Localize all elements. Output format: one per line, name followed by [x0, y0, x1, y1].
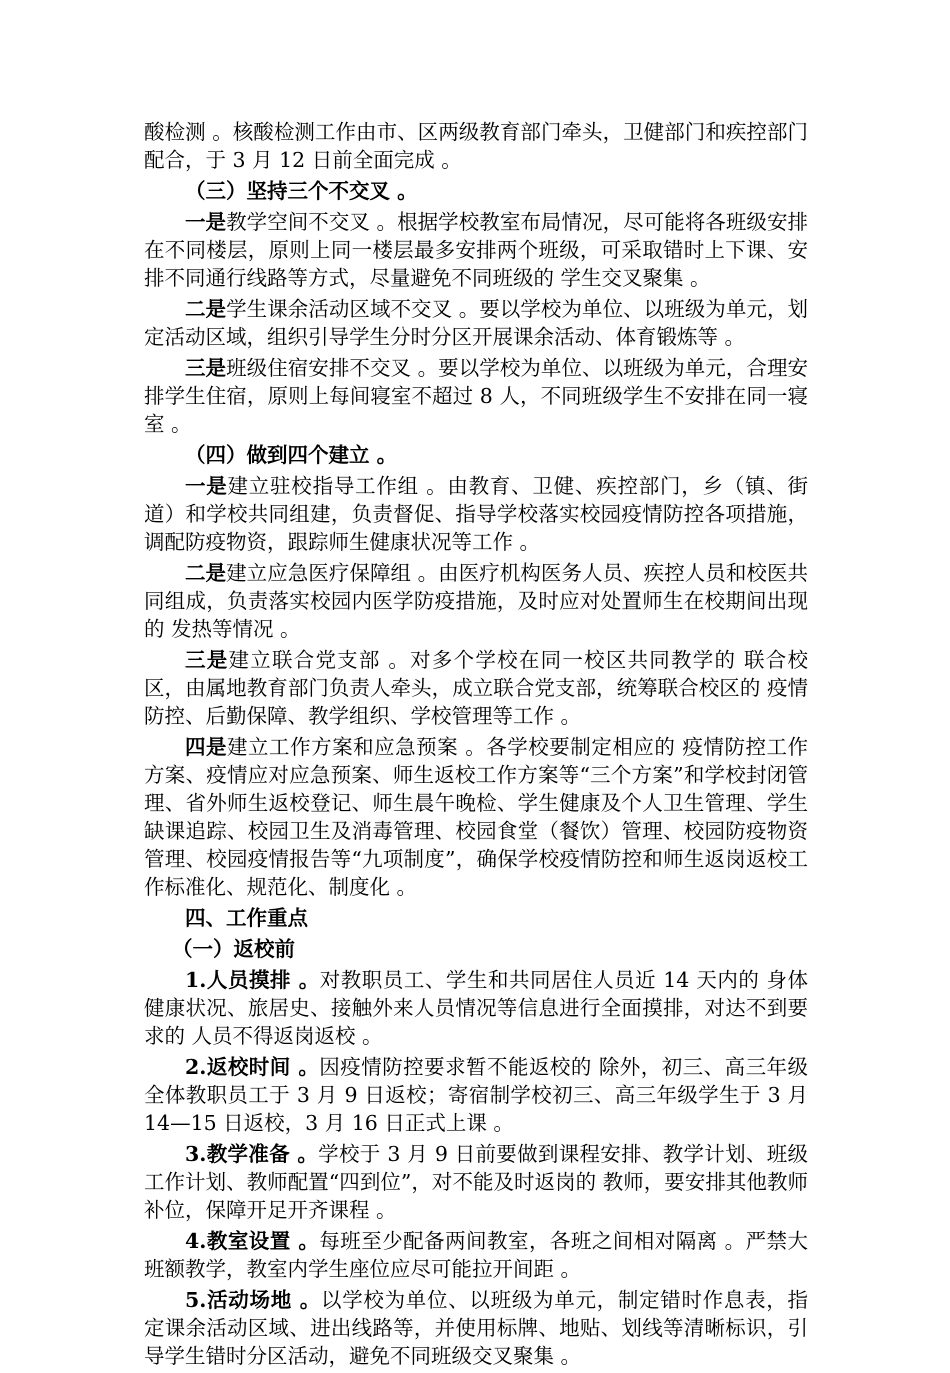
- paragraph-body: 酸检测 。核酸检测工作由市、区两级教育部门牵头，卫健部门和疾控部门配合，于 3 月 12 日前全面完成 。: [144, 120, 808, 172]
- paragraph: [144, 1227, 808, 1283]
- paragraph-lead: 一是: [185, 210, 227, 234]
- paragraph-lead: 三是: [185, 648, 229, 672]
- subsection-heading: （一）返校前: [172, 937, 295, 961]
- paragraph: [144, 1053, 808, 1137]
- paragraph-lead: 3.教学准备 。: [185, 1142, 319, 1166]
- paragraph: [144, 1286, 808, 1370]
- paragraph: [144, 118, 808, 174]
- section-heading: 四、工作重点: [185, 906, 308, 930]
- paragraph-body: 教学空间不交叉 。根据学校教室布局情况，尽可能将各班级安排在不同楼层，原则上同一楼层最多安排两个班级，可采取错时上下课、安排不同通行线路等方式，尽量避免不同班级的 学生交叉聚集 。: [144, 210, 809, 290]
- paragraph: [144, 733, 808, 901]
- paragraph-lead: 5.活动场地 。: [185, 1288, 321, 1312]
- paragraph-body: 建立工作方案和应急预案 。各学校要制定相应的 疫情防控工作方案、疫情应对应急预案、师生返校工作方案等“三个方案”和学校封闭管理、省外师生返校登记、师生晨午晚检、学生健康及个人卫生管理、学生缺课追踪、校园卫生及消毒管理、校园食堂（餐饮）管理、校园防疫物资管理、校园疫情报告等“九项制度”，确保学校疫情防控和师生返岗返校工作标准化、规范化、制度化 。: [144, 735, 808, 899]
- paragraph-body: 对教职员工、学生和共同居住人员近 14 天内的 身体健康状况、旅居史、接触外来人员情况等信息进行全面摸排，对达不到要求的 人员不得返岗返校 。: [144, 968, 808, 1048]
- paragraph-body: 每班至少配备两间教室，各班之间相对隔离 。严禁大班额教学，教室内学生座位应尽可能拉开间距 。: [144, 1229, 808, 1281]
- document-page: [144, 118, 808, 1373]
- paragraph-body: 建立联合党支部 。对多个学校在同一校区共同教学的 联合校区，由属地教育部门负责人牵头，成立联合党支部，统筹联合校区的 疫情防控、后勤保障、教学组织、学校管理等工作 。: [144, 648, 809, 728]
- paragraph-lead: 四是: [185, 735, 228, 759]
- paragraph: [144, 295, 808, 351]
- paragraph-body: 学校于 3 月 9 日前要做到课程安排、教学计划、班级工作计划、教师配置“四到位”，对不能及时返岗的 教师，要安排其他教师补位，保障开足开齐课程 。: [144, 1142, 808, 1222]
- paragraph: [144, 472, 808, 556]
- paragraph: [144, 208, 808, 292]
- paragraph-lead: 2.返校时间 。: [185, 1055, 320, 1079]
- paragraph: [144, 1140, 808, 1224]
- paragraph-body: 因疫情防控要求暂不能返校的 除外，初三、高三年级全体教职员工于 3 月 9 日返校；寄宿制学校初三、高三年级学生于 3 月 14—15 日返校，3 月 16 日正式上课 。: [144, 1055, 808, 1135]
- paragraph: [144, 966, 808, 1050]
- paragraph: [144, 559, 808, 643]
- subheading: （四）做到四个建立 。: [185, 443, 398, 467]
- paragraph-body: 以学校为单位、以班级为单元，制定错时作息表，指定课余活动区域、进出线路等，并使用标牌、地贴、划线等清晰标识，引导学生错时分区活动，避免不同班级交叉聚集 。: [144, 1288, 808, 1368]
- paragraph-body: 建立应急医疗保障组 。由医疗机构医务人员、疾控人员和校医共同组成，负责落实校园内医学防疫措施，及时应对处置师生在校期间出现的 发热等情况 。: [144, 561, 809, 641]
- paragraph: [144, 646, 808, 730]
- paragraph-lead: 二是: [185, 561, 227, 585]
- paragraph-lead: 1.人员摸排 。: [185, 968, 320, 992]
- paragraph-body: 学生课余活动区域不交叉 。要以学校为单位、以班级为单元，划定活动区域，组织引导学生分时分区开展课余活动、体育锻炼等 。: [144, 297, 809, 349]
- paragraph: [144, 354, 808, 438]
- paragraph-body: 建立驻校指导工作组 。由教育、卫健、疾控部门，乡（镇、街道）和学校共同组建，负责督促、指导学校落实校园疫情防控各项措施，调配防疫物资，跟踪师生健康状况等工作 。: [144, 474, 809, 554]
- paragraph-lead: 二是: [185, 297, 227, 321]
- paragraph-lead: 4.教室设置 。: [185, 1229, 320, 1253]
- paragraph-body: 班级住宿安排不交叉 。要以学校为单位、以班级为单元，合理安排学生住宿，原则上每间寝室不超过 8 人，不同班级学生不安排在同一寝室 。: [144, 356, 809, 436]
- paragraph-lead: 三是: [185, 356, 227, 380]
- paragraph-lead: 一是: [185, 474, 228, 498]
- subheading: （三）坚持三个不交叉 。: [185, 179, 418, 203]
